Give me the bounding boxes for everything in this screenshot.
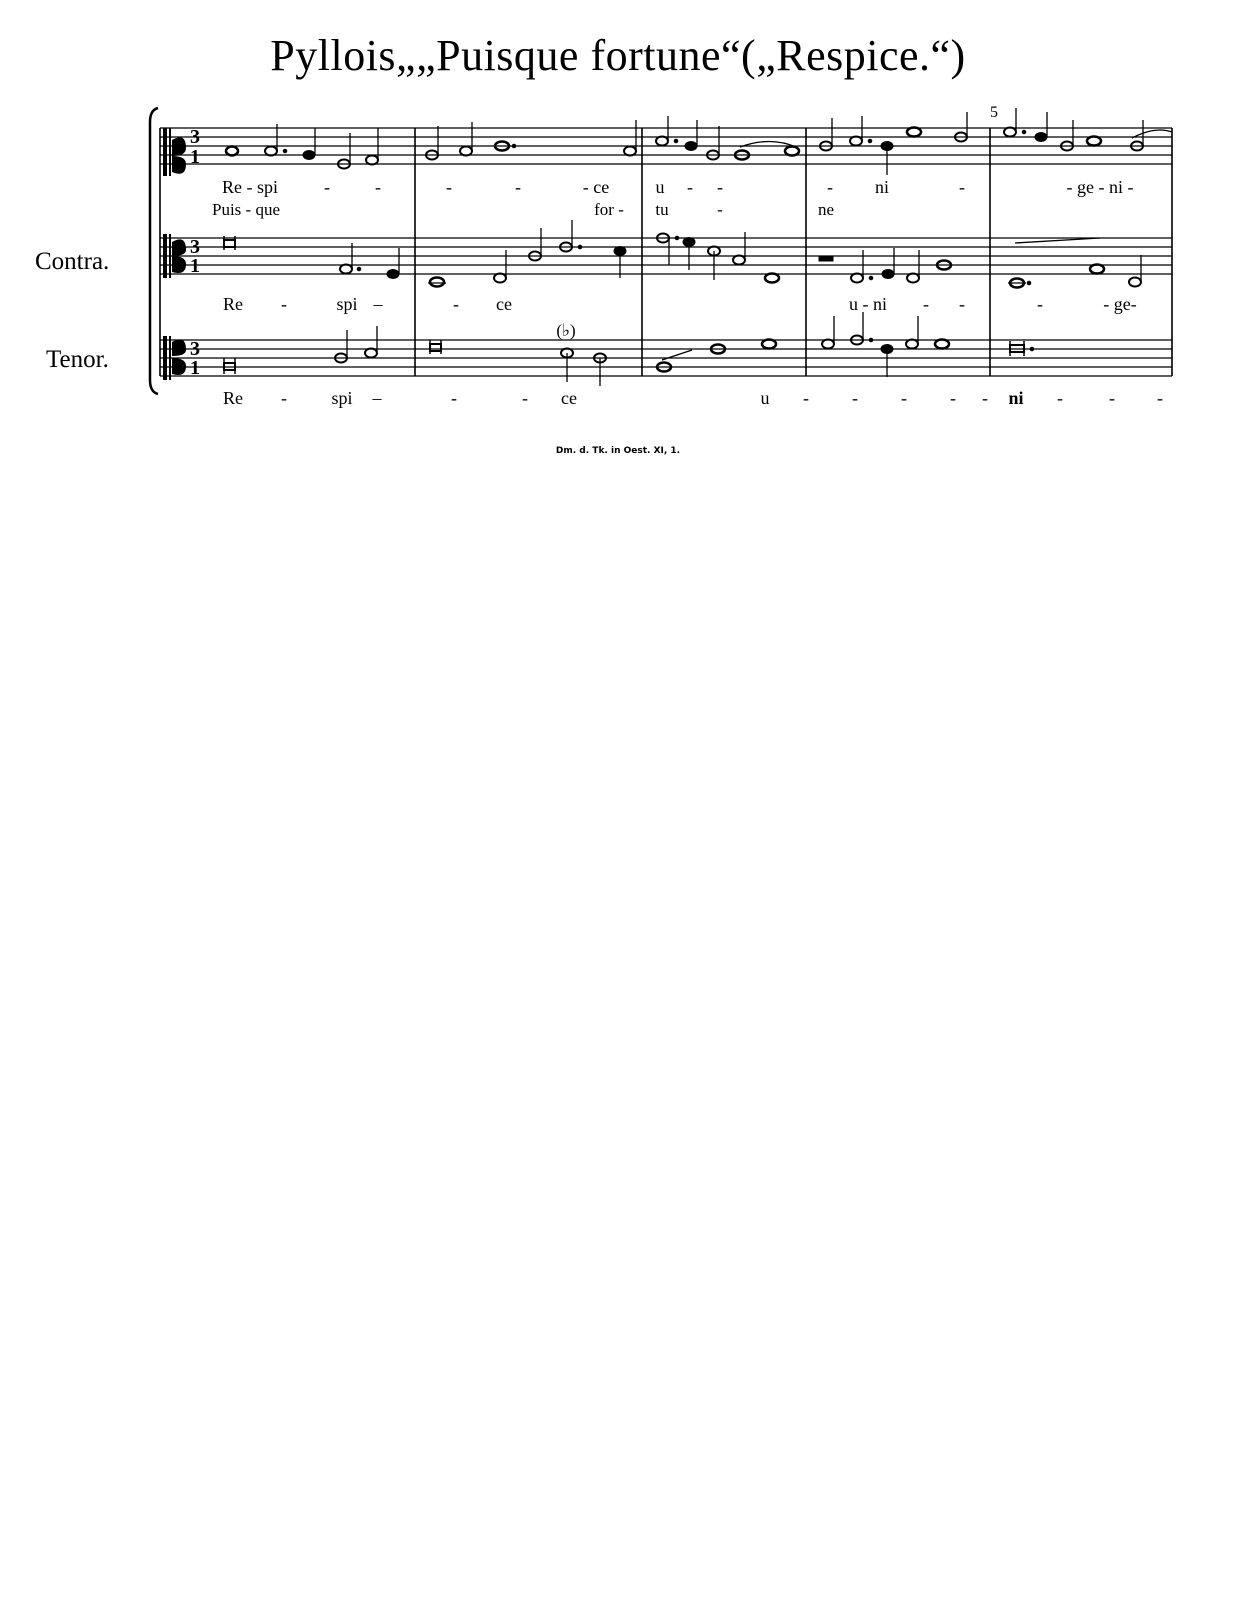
note	[765, 274, 779, 283]
time-signatures	[190, 126, 200, 379]
note	[624, 147, 636, 156]
flat-annotation: (♭)	[556, 321, 576, 340]
lyric-contra: –	[373, 294, 383, 314]
notes-contra	[224, 220, 1141, 288]
lyric-superius: - ge - ni -	[1066, 177, 1134, 197]
part-name-tenor: Tenor.	[46, 346, 109, 373]
lyric-tenor: -	[1109, 388, 1115, 408]
lyric-superius: -	[375, 177, 381, 197]
note	[303, 151, 315, 160]
source-citation: Dm. d. Tk. in Oest. XI, 1.	[555, 446, 681, 456]
lyric-superius: u	[655, 177, 665, 197]
clef-superius	[163, 128, 186, 176]
note	[460, 147, 472, 156]
note	[882, 270, 894, 279]
lyric-superius-line2: for -	[594, 200, 624, 219]
note	[685, 142, 697, 151]
note	[935, 340, 949, 349]
note	[494, 274, 506, 283]
svg-text:1: 1	[190, 357, 200, 379]
lyric-tenor: –	[372, 388, 382, 408]
lyric-tenor: -	[451, 388, 457, 408]
lyric-tenor: -	[1157, 388, 1163, 408]
lyric-superius-line2: Puis - que	[212, 200, 280, 219]
lyric-tenor: -	[1057, 388, 1063, 408]
lyric-superius: -	[687, 177, 693, 197]
note	[907, 274, 919, 283]
note	[851, 274, 863, 283]
lyric-contra: -	[453, 294, 459, 314]
note	[850, 137, 862, 146]
note	[1129, 278, 1141, 287]
note	[822, 340, 834, 349]
lyric-superius-line2: -	[717, 200, 723, 219]
note	[656, 137, 668, 146]
lyric-tenor: -	[982, 388, 988, 408]
measure-number: 5	[990, 104, 998, 121]
lyric-tenor: ni	[1008, 388, 1024, 408]
lyric-superius: -	[446, 177, 452, 197]
note	[366, 156, 378, 165]
lyric-contra: -	[1037, 294, 1043, 314]
lyric-superius: -	[827, 177, 833, 197]
lyric-contra: - ge-	[1103, 294, 1137, 314]
note	[733, 256, 745, 265]
note	[265, 147, 277, 156]
lyric-superius-line2: ne	[817, 200, 835, 219]
lyric-contra: spi	[336, 294, 358, 314]
note	[1087, 137, 1101, 146]
rest	[819, 256, 833, 261]
lyric-contra: -	[959, 294, 965, 314]
note	[226, 147, 238, 156]
lyric-tenor: Re	[223, 388, 243, 408]
svg-text:3: 3	[190, 338, 200, 360]
svg-text:3: 3	[190, 126, 200, 148]
lyric-tenor: u	[760, 388, 770, 408]
lyric-tenor: -	[852, 388, 858, 408]
lyric-tenor: -	[803, 388, 809, 408]
lyric-tenor: -	[950, 388, 956, 408]
lyric-tenor: ce	[561, 388, 577, 408]
system-bracket	[150, 108, 158, 394]
note	[906, 340, 918, 349]
lyric-superius: -	[717, 177, 723, 197]
lyric-contra: Re	[223, 294, 243, 314]
lyric-superius: - ce	[582, 177, 610, 197]
ligature-bracket	[1015, 238, 1100, 243]
lyric-contra: u - ni	[849, 294, 887, 314]
note	[762, 340, 776, 349]
svg-text:1: 1	[190, 146, 200, 168]
notes-superius	[226, 108, 1172, 175]
note	[365, 349, 377, 358]
lyric-contra: -	[923, 294, 929, 314]
part-name-contra: Contra.	[35, 248, 110, 275]
piece-title: Pyllois„„Puisque fortune“(„Respice.“)	[270, 31, 966, 80]
lyric-tenor: spi	[331, 388, 353, 408]
lyric-superius: -	[324, 177, 330, 197]
note	[1035, 133, 1047, 142]
lyric-superius: ni	[874, 177, 890, 197]
svg-text:3: 3	[190, 236, 200, 258]
note	[1090, 265, 1104, 274]
staff-contra	[160, 238, 1172, 274]
note	[785, 147, 799, 156]
svg-text:1: 1	[190, 255, 200, 277]
lyric-tenor: -	[522, 388, 528, 408]
lyric-tenor: -	[901, 388, 907, 408]
lyric-tenor: -	[281, 388, 287, 408]
note	[340, 265, 352, 274]
lyric-contra: ce	[496, 294, 512, 314]
note	[1004, 128, 1016, 137]
lyric-superius-line2: tu	[655, 200, 669, 219]
barlines	[160, 128, 1172, 376]
note	[224, 240, 235, 247]
lyric-superius: -	[959, 177, 965, 197]
note	[907, 128, 921, 137]
note	[430, 344, 441, 351]
note	[387, 270, 399, 279]
lyric-contra: -	[281, 294, 287, 314]
lyric-superius: -	[515, 177, 521, 197]
note	[430, 278, 444, 287]
lyric-superius: Re - spi	[222, 177, 278, 197]
